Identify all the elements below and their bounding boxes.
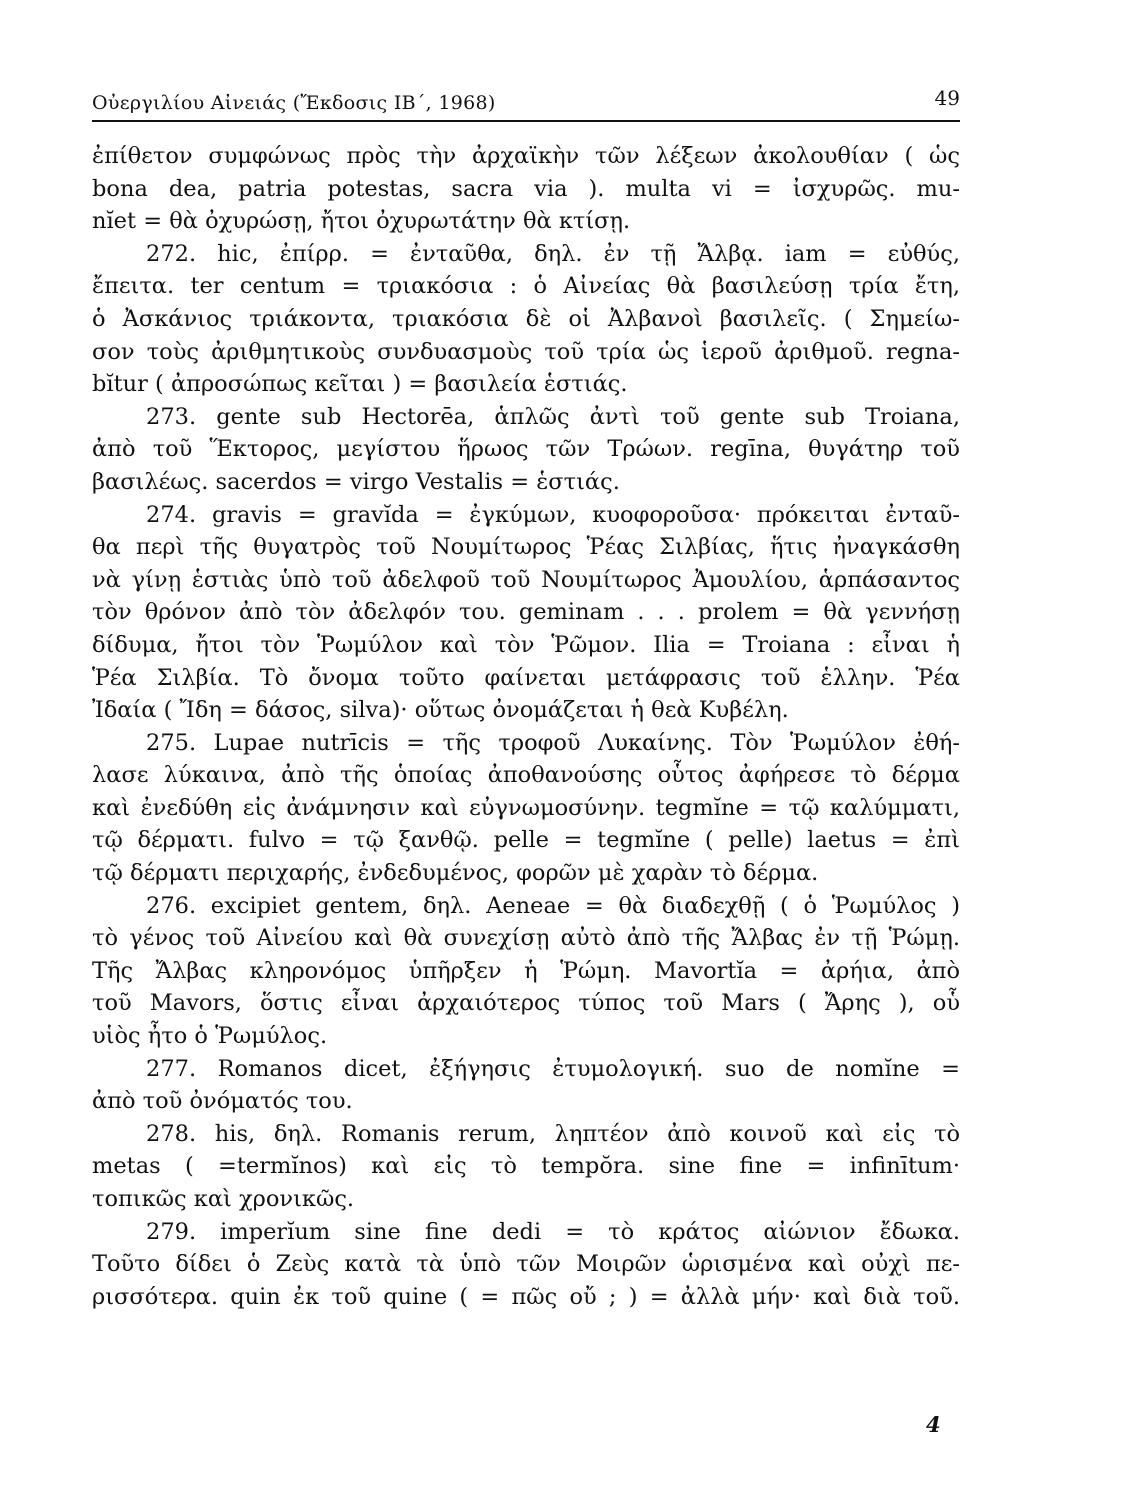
text-line: ἐπίθετον συμφώνως πρὸς τὴν ἀρχαϊκὴν τῶν λέξεων ἀκολουθίαν ( ὡς [92, 143, 960, 169]
text-line: ὁ Ἀσκάνιος τριάκοντα, τριακόσια δὲ οἱ Ἀλβανοὶ βασιλεῖς. ( Σημείω- [92, 305, 960, 332]
text-line: Τοῦτο δίδει ὁ Ζεὺς κατὰ τὰ ὑπὸ τῶν Μοιρῶν ὡρισμένα καὶ οὐχὶ πε- [92, 1251, 960, 1278]
text-line: Ἰδαία ( Ἴδη = δάσος, silva)· οὕτως ὀνομάζεται ἡ θεὰ Κυβέλη. [92, 697, 789, 724]
text-line: Ῥέα Σιλβία. Τὸ ὄνομα τοῦτο φαίνεται μετάφρασις τοῦ ἑλλην. Ῥέα [92, 664, 960, 691]
text-line: 277. Romanos dicet, ἐξήγησις ἐτυμολογική. suo de nomĭne = [146, 1055, 960, 1082]
text-line: Τῆς Ἄλβας κληρονόμος ὑπῆρξεν ἡ Ῥώμη. Mavortĭa = ἀρήια, ἀπὸ [92, 957, 960, 984]
text-line: metas ( =termĭnos) καὶ εἰς τὸ tempŏra. sine fine = infinītum· [92, 1153, 960, 1180]
text-line: καὶ ἐνεδύθη εἰς ἀνάμνησιν καὶ εὐγνωμοσύνην. tegmĭne = τῷ καλύμματι, [92, 794, 960, 821]
text-line: 276. excipiet gentem, δηλ. Aeneae = θὰ διαδεχθῇ ( ὁ Ῥωμύλος ) [146, 892, 960, 919]
text-line: δίδυμα, ἤτοι τὸν Ῥωμύλον καὶ τὸν Ῥῶμον. Ilia = Troiana : εἶναι ἡ [92, 631, 960, 658]
text-line: nĭet = θὰ ὀχυρώσῃ, ἤτοι ὀχυρωτάτην θὰ κτίσῃ. [92, 208, 631, 235]
text-line: τὸν θρόνον ἀπὸ τὸν ἀδελφόν του. geminam . . . prolem = θὰ γεννήσῃ [92, 599, 960, 626]
page-number: 49 [934, 86, 960, 110]
text-line: τὸ γένος τοῦ Αἰνείου καὶ θὰ συνεχίσῃ αὐτὸ ἀπὸ τῆς Ἄλβας ἐν τῇ Ῥώμῃ. [92, 925, 960, 952]
commentary-body [92, 140, 960, 1313]
text-line: 274. gravis = gravĭda = ἐγκύμων, κυοφοροῦσα· πρόκειται ἐνταῦ- [146, 501, 960, 528]
text-line: υἱὸς ἦτο ὁ Ῥωμύλος. [92, 1023, 328, 1050]
running-title: Οὐεργιλίου Αἰνειάς (Ἔκδοσις ΙΒ΄, 1968) [92, 92, 496, 114]
text-line: λασε λύκαινα, ἀπὸ τῆς ὁποίας ἀποθανούσης οὗτος ἀφήρεσε τὸ δέρμα [92, 762, 960, 789]
text-line: 272. hic, ἐπίρρ. = ἐνταῦθα, δηλ. ἐν τῇ Ἄλβᾳ. iam = εὐθύς, [146, 240, 960, 267]
running-header [92, 86, 960, 122]
text-line: βασιλέως. sacerdos = virgo Vestalis = ἑστιάς. [92, 468, 620, 495]
text-line: 279. imperĭum sine fine dedi = τὸ κράτος αἰώνιον ἔδωκα. [146, 1218, 960, 1245]
text-line: θα περὶ τῆς θυγατρὸς τοῦ Νουμίτωρος Ῥέας Σιλβίας, ἥτις ἠναγκάσθη [92, 534, 960, 561]
text-line: bona dea, patria potestas, sacra via ). multa vi = ἰσχυρῶς. mu- [92, 175, 960, 202]
text-line: 278. his, δηλ. Romanis rerum, ληπτέον ἀπὸ κοινοῦ καὶ εἰς τὸ [146, 1120, 960, 1147]
text-line: 273. gente sub Hectorēa, ἁπλῶς ἀντὶ τοῦ gente sub Troiana, [146, 403, 960, 430]
text-line: νὰ γίνῃ ἑστιὰς ὑπὸ τοῦ ἀδελφοῦ τοῦ Νουμίτωρος Ἀμουλίου, ἁρπάσαντος [92, 566, 960, 593]
text-line: 275. Lupae nutrīcis = τῆς τροφοῦ Λυκαίνης. Τὸν Ῥωμύλον ἐθή- [146, 729, 960, 756]
text-line: ρισσότερα. quin ἐκ τοῦ quine ( = πῶς οὔ ; ) = ἀλλὰ μήν· καὶ διὰ τοῦ. [92, 1283, 960, 1310]
text-line: bĭtur ( ἀπροσώπως κεῖται ) = βασιλεία ἑστιάς. [92, 371, 628, 398]
text-line: τοπικῶς καὶ χρονικῶς. [92, 1186, 355, 1212]
text-line: τῷ δέρματι περιχαρής, ἐνδεδυμένος, φορῶν μὲ χαρὰν τὸ δέρμα. [92, 860, 819, 887]
text-line: τοῦ Mavors, ὅστις εἶναι ἀρχαιότερος τύπος τοῦ Mars ( Ἄρης ), οὗ [92, 990, 960, 1017]
text-line: ἔπειτα. ter centum = τριακόσια : ὁ Αἰνείας θὰ βασιλεύσῃ τρία ἔτη, [92, 273, 960, 300]
signature-mark: 4 [926, 1412, 941, 1437]
text-line: ἀπὸ τοῦ ὀνόματός του. [92, 1088, 353, 1115]
text-line: ἀπὸ τοῦ Ἕκτορος, μεγίστου ἥρωος τῶν Τρώων. regīna, θυγάτηρ τοῦ [92, 436, 960, 463]
text-line: τῷ δέρματι. fulvo = τῷ ξανθῷ. pelle = tegmĭne ( pelle) laetus = ἐπὶ [92, 827, 960, 854]
text-line: σον τοὺς ἀριθμητικοὺς συνδυασμοὺς τοῦ τρία ὡς ἱεροῦ ἀριθμοῦ. regna- [92, 338, 960, 365]
